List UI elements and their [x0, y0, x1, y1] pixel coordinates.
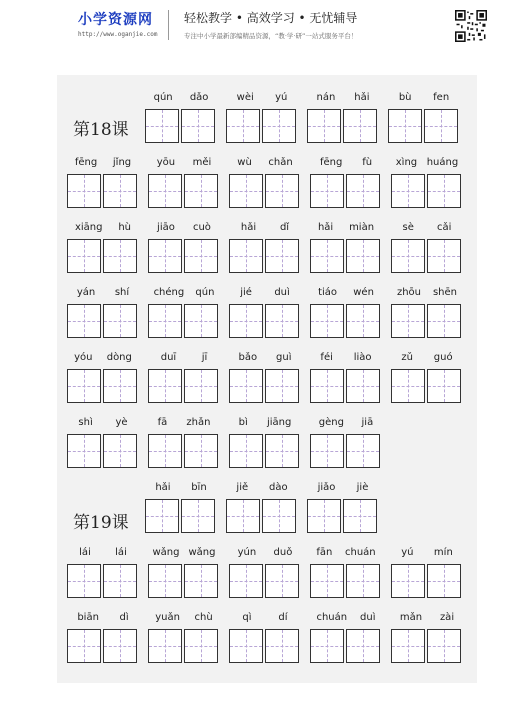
writing-cells	[229, 174, 299, 208]
pinyin-line	[388, 92, 460, 106]
pinyin-syllable: duǒ	[273, 547, 293, 558]
tianzige-writing-box[interactable]	[265, 174, 299, 208]
qr-code-icon	[455, 10, 487, 42]
pinyin-syllable: shēn	[432, 287, 458, 298]
tianzige-writing-box[interactable]	[262, 499, 296, 533]
writing-cells	[229, 369, 299, 403]
tianzige-writing-box[interactable]	[262, 109, 296, 143]
pinyin-line	[229, 547, 301, 561]
writing-cells	[148, 369, 218, 403]
tianzige-writing-box[interactable]	[184, 564, 218, 598]
lesson-title: 第19课	[73, 513, 129, 533]
pinyin-syllable: fēng	[319, 157, 343, 168]
pinyin-syllable: chéng	[153, 287, 185, 298]
pinyin-line	[310, 222, 382, 236]
pinyin-line	[310, 547, 382, 561]
tianzige-writing-box[interactable]	[391, 564, 425, 598]
pinyin-syllable: jǐng	[112, 157, 132, 168]
writing-cells	[229, 239, 299, 273]
pinyin-line	[145, 92, 217, 106]
pinyin-syllable: bīn	[191, 482, 207, 493]
writing-cells	[229, 434, 299, 468]
writing-cells	[145, 499, 215, 533]
pinyin-line	[391, 352, 463, 366]
tianzige-writing-box[interactable]	[181, 499, 215, 533]
pinyin-syllable: yóu	[74, 352, 93, 363]
pinyin-syllable: zhǎn	[186, 417, 211, 428]
tianzige-writing-box[interactable]	[346, 564, 380, 598]
practice-sheet	[57, 75, 477, 683]
pinyin-line	[148, 547, 220, 561]
writing-cells	[148, 434, 218, 468]
pinyin-line	[226, 482, 298, 496]
tianzige-writing-box[interactable]	[148, 564, 182, 598]
pinyin-line	[391, 547, 463, 561]
tianzige-writing-box[interactable]	[310, 434, 344, 468]
pinyin-syllable: chù	[194, 612, 213, 623]
header-tagline: 专注中小学最新部编精品资源，“教·学·研”一站式服务平台！	[184, 32, 358, 40]
pinyin-syllable: wèi	[236, 92, 254, 103]
pinyin-line	[226, 92, 298, 106]
tianzige-writing-box[interactable]	[184, 174, 218, 208]
tianzige-writing-box[interactable]	[391, 369, 425, 403]
pinyin-syllable: dì	[119, 612, 129, 623]
tianzige-writing-box[interactable]	[148, 174, 182, 208]
pinyin-syllable: dǎo	[189, 92, 209, 103]
pinyin-line	[307, 92, 379, 106]
pinyin-syllable: dǐ	[279, 222, 290, 233]
writing-cells	[307, 109, 377, 143]
writing-cells	[391, 564, 461, 598]
tianzige-writing-box[interactable]	[184, 239, 218, 273]
pinyin-line	[229, 352, 301, 366]
writing-cells	[226, 499, 296, 533]
pinyin-syllable: duī	[160, 352, 177, 363]
writing-cells	[310, 369, 380, 403]
pinyin-syllable: měi	[192, 157, 212, 168]
tianzige-writing-box[interactable]	[265, 564, 299, 598]
word-row	[57, 352, 477, 417]
pinyin-syllable: guì	[276, 352, 292, 363]
tianzige-writing-box[interactable]	[388, 109, 422, 143]
tianzige-writing-box[interactable]	[307, 499, 341, 533]
writing-cells	[148, 629, 218, 663]
pinyin-syllable: jiè	[356, 482, 369, 493]
pinyin-syllable: nán	[316, 92, 336, 103]
tianzige-writing-box[interactable]	[67, 434, 101, 468]
writing-cells	[391, 369, 461, 403]
tianzige-writing-box[interactable]	[181, 109, 215, 143]
pinyin-syllable: wén	[353, 287, 374, 298]
tianzige-writing-box[interactable]	[310, 239, 344, 273]
pinyin-line	[310, 612, 382, 626]
pinyin-syllable: jī	[201, 352, 208, 363]
writing-cells	[229, 629, 299, 663]
pinyin-line	[148, 417, 220, 431]
tianzige-writing-box[interactable]	[103, 304, 137, 338]
pinyin-line	[229, 417, 301, 431]
pinyin-line	[310, 417, 382, 431]
pinyin-syllable: hǎi	[240, 222, 257, 233]
word-row	[57, 547, 477, 612]
tianzige-writing-box[interactable]	[103, 369, 137, 403]
tianzige-writing-box[interactable]	[148, 304, 182, 338]
pinyin-line	[67, 417, 139, 431]
pinyin-syllable: cǎi	[437, 222, 452, 233]
pinyin-line	[67, 222, 139, 236]
pinyin-line	[148, 352, 220, 366]
pinyin-syllable: yōu	[156, 157, 176, 168]
tianzige-writing-box[interactable]	[67, 239, 101, 273]
pinyin-syllable: mín	[433, 547, 453, 558]
tianzige-writing-box[interactable]	[184, 304, 218, 338]
lesson-title: 第18课	[73, 120, 129, 140]
pinyin-syllable: bù	[398, 92, 412, 103]
pinyin-syllable: féi	[320, 352, 333, 363]
pinyin-line	[307, 482, 379, 496]
tianzige-writing-box[interactable]	[427, 304, 461, 338]
pinyin-syllable: chǎn	[268, 157, 293, 168]
writing-cells	[148, 564, 218, 598]
pinyin-syllable: fā	[157, 417, 168, 428]
writing-cells	[145, 109, 215, 143]
tianzige-writing-box[interactable]	[265, 434, 299, 468]
pinyin-line	[229, 157, 301, 171]
tianzige-writing-box[interactable]	[346, 239, 380, 273]
pinyin-line	[67, 157, 139, 171]
pinyin-syllable: miàn	[349, 222, 375, 233]
tianzige-writing-box[interactable]	[229, 434, 263, 468]
tianzige-writing-box[interactable]	[229, 564, 263, 598]
pinyin-syllable: fēng	[74, 157, 98, 168]
tianzige-writing-box[interactable]	[184, 629, 218, 663]
pinyin-syllable: jiāng	[266, 417, 292, 428]
pinyin-line	[67, 547, 139, 561]
tianzige-writing-box[interactable]	[229, 629, 263, 663]
pinyin-line	[148, 612, 220, 626]
tianzige-writing-box[interactable]	[226, 499, 260, 533]
pinyin-syllable: sè	[402, 222, 414, 233]
pinyin-syllable: gèng	[318, 417, 344, 428]
tianzige-writing-box[interactable]	[103, 629, 137, 663]
pinyin-line	[391, 612, 463, 626]
tianzige-writing-box[interactable]	[427, 174, 461, 208]
pinyin-syllable: wǎng	[152, 547, 180, 558]
writing-cells	[67, 369, 137, 403]
pinyin-syllable: lái	[115, 547, 127, 558]
tianzige-writing-box[interactable]	[427, 629, 461, 663]
pinyin-line	[145, 482, 217, 496]
tianzige-writing-box[interactable]	[343, 499, 377, 533]
word-row	[57, 287, 477, 352]
pinyin-syllable: dí	[278, 612, 288, 623]
writing-cells	[229, 304, 299, 338]
pinyin-syllable: yú	[275, 92, 288, 103]
tianzige-writing-box[interactable]	[391, 239, 425, 273]
pinyin-syllable: duì	[360, 612, 376, 623]
tianzige-writing-box[interactable]	[103, 564, 137, 598]
word-row	[57, 222, 477, 287]
pinyin-syllable: hǎi	[354, 92, 370, 103]
pinyin-line	[391, 222, 463, 236]
tianzige-writing-box[interactable]	[67, 629, 101, 663]
tianzige-writing-box[interactable]	[103, 174, 137, 208]
pinyin-syllable: jiā	[361, 417, 374, 428]
pinyin-syllable: qì	[242, 612, 252, 623]
tianzige-writing-box[interactable]	[427, 239, 461, 273]
pinyin-line	[148, 222, 220, 236]
tianzige-writing-box[interactable]	[427, 564, 461, 598]
pinyin-syllable: guó	[433, 352, 453, 363]
writing-cells	[226, 109, 296, 143]
tianzige-writing-box[interactable]	[310, 174, 344, 208]
pinyin-line	[229, 222, 301, 236]
writing-cells	[67, 629, 137, 663]
pinyin-syllable: mǎn	[399, 612, 423, 623]
writing-cells	[388, 109, 458, 143]
pinyin-syllable: dòng	[106, 352, 132, 363]
pinyin-syllable: fān	[316, 547, 333, 558]
writing-cells	[310, 304, 380, 338]
word-row	[57, 417, 477, 482]
tianzige-writing-box[interactable]	[67, 369, 101, 403]
pinyin-syllable: qún	[153, 92, 173, 103]
pinyin-syllable: jiǎo	[317, 482, 336, 493]
pinyin-line	[310, 157, 382, 171]
tianzige-writing-box[interactable]	[310, 369, 344, 403]
pinyin-syllable: fen	[433, 92, 450, 103]
word-row	[57, 482, 477, 547]
tianzige-writing-box[interactable]	[67, 174, 101, 208]
writing-cells	[67, 239, 137, 273]
tianzige-writing-box[interactable]	[229, 174, 263, 208]
tianzige-writing-box[interactable]	[265, 239, 299, 273]
pinyin-syllable: hǎi	[317, 222, 334, 233]
tianzige-writing-box[interactable]	[307, 109, 341, 143]
writing-cells	[310, 239, 380, 273]
pinyin-line	[391, 287, 463, 301]
header-slogan: 轻松教学 • 高效学习 • 无忧辅导	[184, 11, 358, 25]
writing-cells	[229, 564, 299, 598]
tianzige-writing-box[interactable]	[265, 304, 299, 338]
header-divider	[168, 10, 169, 40]
writing-cells	[391, 304, 461, 338]
tianzige-writing-box[interactable]	[145, 109, 179, 143]
writing-cells	[310, 629, 380, 663]
word-row	[57, 157, 477, 222]
page-header	[0, 0, 531, 48]
writing-cells	[391, 174, 461, 208]
pinyin-line	[67, 612, 139, 626]
pinyin-syllable: bǎo	[238, 352, 258, 363]
pinyin-syllable: yuǎn	[155, 612, 180, 623]
pinyin-syllable: chuán	[316, 612, 348, 623]
tianzige-writing-box[interactable]	[265, 629, 299, 663]
writing-cells	[391, 629, 461, 663]
tianzige-writing-box[interactable]	[229, 369, 263, 403]
pinyin-syllable: jié	[240, 287, 252, 298]
pinyin-syllable: shì	[78, 417, 93, 428]
pinyin-line	[67, 352, 139, 366]
tianzige-writing-box[interactable]	[226, 109, 260, 143]
pinyin-syllable: yán	[76, 287, 96, 298]
tianzige-writing-box[interactable]	[343, 109, 377, 143]
site-logo[interactable]: 小学资源网	[78, 12, 153, 28]
writing-cells	[148, 174, 218, 208]
tianzige-writing-box[interactable]	[67, 304, 101, 338]
pinyin-syllable: xiāng	[74, 222, 103, 233]
writing-cells	[307, 499, 377, 533]
pinyin-line	[310, 287, 382, 301]
tianzige-writing-box[interactable]	[103, 434, 137, 468]
tianzige-writing-box[interactable]	[148, 629, 182, 663]
pinyin-syllable: huáng	[426, 157, 459, 168]
pinyin-line	[391, 157, 463, 171]
tianzige-writing-box[interactable]	[391, 304, 425, 338]
pinyin-syllable: fù	[362, 157, 373, 168]
tianzige-writing-box[interactable]	[145, 499, 179, 533]
tianzige-writing-box[interactable]	[346, 434, 380, 468]
tianzige-writing-box[interactable]	[184, 369, 218, 403]
pinyin-syllable: hù	[118, 222, 132, 233]
tianzige-writing-box[interactable]	[310, 304, 344, 338]
pinyin-line	[148, 157, 220, 171]
pinyin-syllable: zài	[439, 612, 455, 623]
tianzige-writing-box[interactable]	[148, 434, 182, 468]
writing-cells	[391, 239, 461, 273]
tianzige-writing-box[interactable]	[67, 564, 101, 598]
tianzige-writing-box[interactable]	[310, 629, 344, 663]
pinyin-syllable: wǎng	[188, 547, 216, 558]
pinyin-syllable: qún	[195, 287, 215, 298]
tianzige-writing-box[interactable]	[424, 109, 458, 143]
tianzige-writing-box[interactable]	[148, 369, 182, 403]
pinyin-syllable: hǎi	[155, 482, 171, 493]
pinyin-line	[310, 352, 382, 366]
pinyin-syllable: liào	[353, 352, 372, 363]
pinyin-syllable: jiě	[236, 482, 249, 493]
pinyin-syllable: shí	[114, 287, 130, 298]
writing-cells	[67, 564, 137, 598]
writing-cells	[310, 434, 380, 468]
pinyin-syllable: tiáo	[318, 287, 338, 298]
pinyin-syllable: bì	[238, 417, 248, 428]
pinyin-syllable: xìng	[395, 157, 418, 168]
tianzige-writing-box[interactable]	[103, 239, 137, 273]
tianzige-writing-box[interactable]	[427, 369, 461, 403]
tianzige-writing-box[interactable]	[229, 239, 263, 273]
tianzige-writing-box[interactable]	[184, 434, 218, 468]
word-row	[57, 92, 477, 157]
word-row	[57, 612, 477, 677]
pinyin-syllable: zhōu	[396, 287, 422, 298]
pinyin-syllable: duì	[274, 287, 290, 298]
writing-cells	[310, 174, 380, 208]
pinyin-syllable: yè	[115, 417, 128, 428]
pinyin-syllable: biān	[77, 612, 99, 623]
pinyin-syllable: chuán	[345, 547, 376, 558]
writing-cells	[67, 434, 137, 468]
pinyin-syllable: wù	[237, 157, 252, 168]
tianzige-writing-box[interactable]	[346, 304, 380, 338]
tianzige-writing-box[interactable]	[391, 174, 425, 208]
pinyin-syllable: zǔ	[401, 352, 413, 363]
tianzige-writing-box[interactable]	[310, 564, 344, 598]
tianzige-writing-box[interactable]	[346, 369, 380, 403]
tianzige-writing-box[interactable]	[229, 304, 263, 338]
writing-cells	[148, 239, 218, 273]
pinyin-syllable: lái	[79, 547, 91, 558]
pinyin-syllable: dào	[268, 482, 288, 493]
writing-cells	[67, 174, 137, 208]
pinyin-syllable: yún	[237, 547, 257, 558]
pinyin-line	[229, 612, 301, 626]
tianzige-writing-box[interactable]	[148, 239, 182, 273]
pinyin-syllable: yú	[401, 547, 414, 558]
pinyin-line	[229, 287, 301, 301]
pinyin-line	[67, 287, 139, 301]
tianzige-writing-box[interactable]	[346, 174, 380, 208]
writing-cells	[67, 304, 137, 338]
pinyin-syllable: cuò	[192, 222, 211, 233]
tianzige-writing-box[interactable]	[346, 629, 380, 663]
pinyin-syllable: jiāo	[157, 222, 175, 233]
tianzige-writing-box[interactable]	[391, 629, 425, 663]
site-url[interactable]: http://www.oganjie.com	[78, 31, 158, 38]
writing-cells	[310, 564, 380, 598]
tianzige-writing-box[interactable]	[265, 369, 299, 403]
writing-cells	[148, 304, 218, 338]
pinyin-line	[148, 287, 220, 301]
